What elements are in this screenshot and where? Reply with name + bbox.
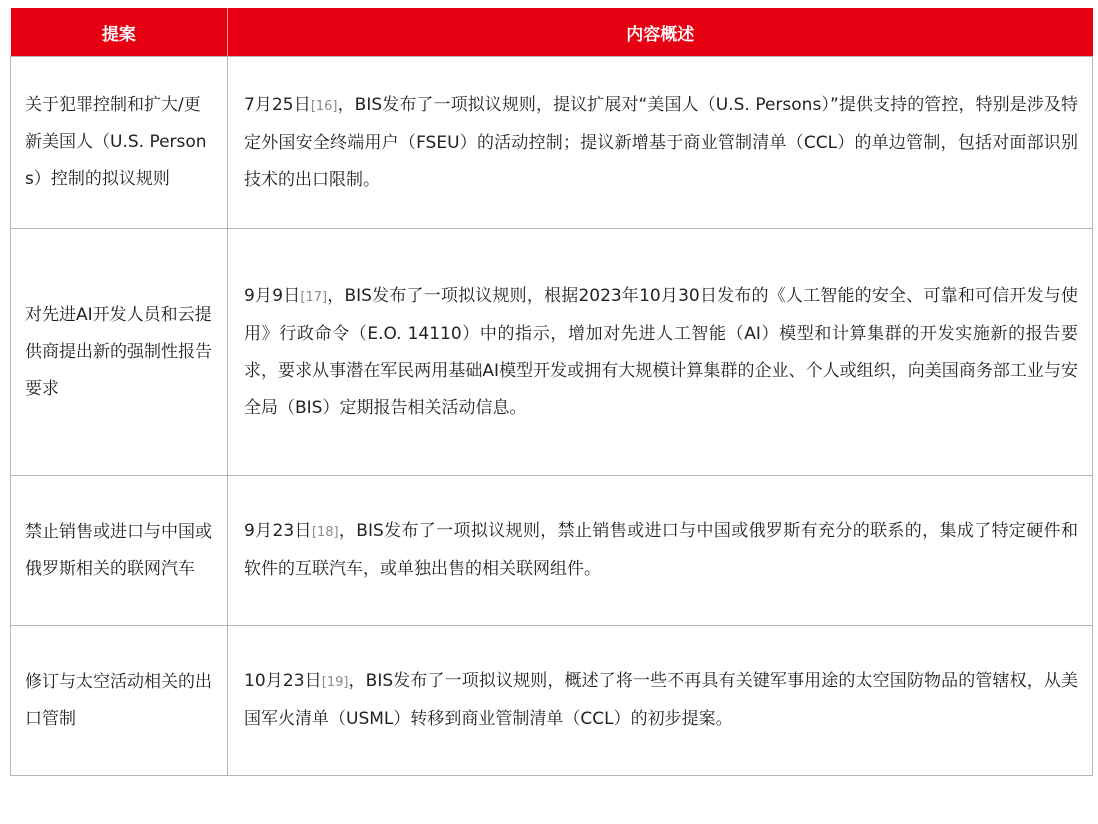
reference-link[interactable]: [16] xyxy=(310,98,338,114)
summary-date: 9月23日 xyxy=(244,521,312,541)
summary-date: 10月23日 xyxy=(244,671,322,691)
summary-cell xyxy=(228,57,1093,229)
proposals-table xyxy=(10,8,1093,776)
summary-date: 9月9日 xyxy=(244,285,301,306)
proposal-cell xyxy=(11,57,228,229)
proposal-cell xyxy=(11,476,228,626)
summary-cell xyxy=(228,229,1093,476)
header-summary: 内容概述 xyxy=(228,8,1093,57)
reference-link[interactable]: [19] xyxy=(321,675,349,690)
summary-date: 7月25日 xyxy=(244,94,311,115)
proposal-cell xyxy=(11,626,228,776)
summary-cell xyxy=(228,626,1093,776)
table-row xyxy=(11,626,1093,776)
summary-cell xyxy=(228,476,1093,626)
summary-text: ，BIS发布了一项拟议规则，概述了将一些不再具有关键军事用途的太空国防物品的管辖权，从美国军火清单（USML）转移到商业管制清单（CCL）的初步提案。 xyxy=(244,671,1078,729)
proposal-text: 对先进AI开发人员和云提供商提出新的强制性报告要求 xyxy=(25,304,212,399)
table-row xyxy=(11,229,1093,476)
header-proposal: 提案 xyxy=(11,8,228,57)
table-header-row xyxy=(11,8,1093,57)
summary-text: ，BIS发布了一项拟议规则，根据2023年10月30日发布的《人工智能的安全、可靠和可信开发与使用》行政命令（E.O. 14110）中的指示，增加对先进人工智能（AI）模型和计算集群的开发实施新的报告要求，要求从事潜在军民两用基础AI模型开发或拥有大规模计算集群的企业、个人或组织，向美国商务部工业与安全局（BIS）定期报告相关活动信息。 xyxy=(244,285,1078,418)
proposal-text: 关于犯罪控制和扩大/更新美国人（U.S. Persons）控制的拟议规则 xyxy=(25,95,207,189)
summary-text: ，BIS发布了一项拟议规则，禁止销售或进口与中国或俄罗斯有充分的联系的，集成了特定硬件和软件的互联汽车，或单独出售的相关联网组件。 xyxy=(244,521,1078,579)
proposal-cell xyxy=(11,229,228,476)
reference-link[interactable]: [18] xyxy=(311,525,339,540)
proposal-text: 修订与太空活动相关的出口管制 xyxy=(25,671,212,729)
reference-link[interactable]: [17] xyxy=(300,289,328,305)
table-row xyxy=(11,476,1093,626)
proposal-text: 禁止销售或进口与中国或俄罗斯相关的联网汽车 xyxy=(25,521,212,579)
summary-text: ，BIS发布了一项拟议规则，提议扩展对“美国人（U.S. Persons）”提供支持的管控，特别是涉及特定外国安全终端用户（FSEU）的活动控制；提议新增基于商业管制清单（CCL）的单边管制，包括对面部识别技术的出口限制。 xyxy=(244,94,1079,190)
table-row xyxy=(11,57,1093,229)
